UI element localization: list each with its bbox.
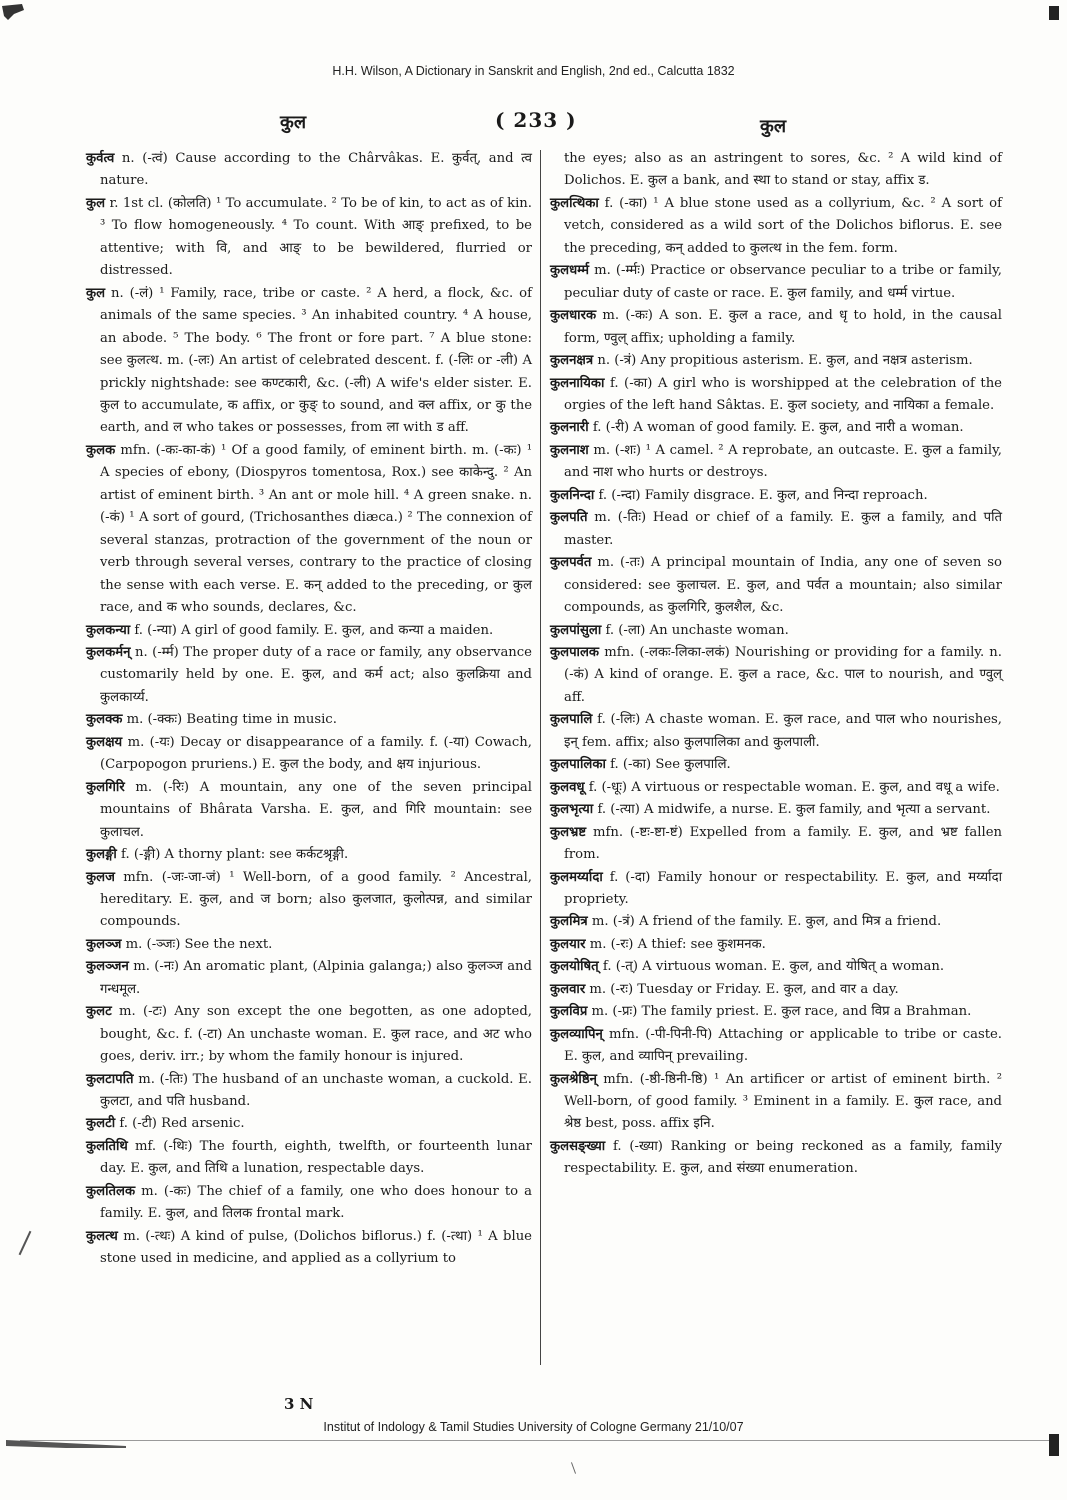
- entry-headword: कुलक्क: [86, 712, 123, 728]
- entry-definition: mf. (-थिः) The fourth, eighth, twelfth, or fourteenth lunar day. E. कुल, and तिथि a lunation, respectable days.: [100, 1138, 532, 1177]
- entry-headword: कुलधर्म्म: [550, 263, 590, 279]
- entry-definition: m. (-रिः) A mountain, any one of the seven principal mountains of Bhârata Varsha. E. कुल, and गिरि mountain: see कुलाचल.: [100, 779, 532, 840]
- footer-credit: Institut of Indology & Tamil Studies University of Cologne Germany 21/10/07: [323, 1420, 744, 1434]
- scan-artifact-mark: [2, 4, 24, 20]
- dictionary-entry: [550, 305, 1002, 350]
- dictionary-entry: [86, 956, 532, 1001]
- dictionary-entry: [550, 867, 1002, 912]
- margin-mark: [571, 1462, 576, 1474]
- dictionary-entry: [86, 283, 532, 440]
- entry-headword: कुलनाश: [550, 442, 589, 458]
- entry-headword: कुलञ्जन: [86, 959, 129, 975]
- dictionary-entry: [550, 440, 1002, 485]
- entry-headword: कुलवार: [550, 981, 586, 997]
- entry-headword: कुलगिरि: [86, 779, 125, 795]
- entry-headword: कुलव्यापिन्: [550, 1026, 603, 1042]
- scan-edge-line: [20, 1440, 1050, 1441]
- entry-headword: कुर्वत्व: [86, 151, 115, 166]
- entry-definition: f. (-न्या) A girl of good family. E. कुल, and कन्या a maiden.: [134, 622, 494, 638]
- dictionary-entry: [550, 934, 1002, 956]
- entry-definition: m. (-त्रं) A friend of the family. E. कुल, and मित्र a friend.: [591, 914, 942, 930]
- dictionary-entry: [550, 822, 1002, 867]
- entry-definition: m. (-टः) Any son except the one begotten, as one adopted, bought, &c. f. (-टा) An unchaste woman. E. कुल race, and अट who goes, deriv. irr.; by whom the family honour is injured.: [100, 1004, 532, 1065]
- left-column: [86, 148, 532, 1271]
- entry-headword: कुलपर्वत: [550, 555, 592, 571]
- entry-definition: m. (-कः) The chief of a family, one who does honour to a family. E. कुल, and तिलक frontal mark.: [100, 1183, 532, 1222]
- entry-headword: कुलट: [86, 1004, 112, 1020]
- dictionary-entry: [86, 709, 532, 731]
- dictionary-entry: [86, 620, 532, 642]
- dictionary-entry: [550, 1069, 1002, 1136]
- entry-definition: m. (-रः) Tuesday or Friday. E. कुल, and वार a day.: [589, 981, 899, 997]
- dictionary-entry: [86, 1181, 532, 1226]
- dictionary-entry: [86, 1226, 532, 1271]
- entry-definition: m. (-रः) A thief: see कुशमनक.: [589, 936, 766, 952]
- entry-headword: कुलपालि: [550, 712, 593, 728]
- entry-headword: कुलयार: [550, 936, 586, 952]
- entry-headword: कुलपालिका: [550, 757, 606, 773]
- entry-headword: कुलटापति: [86, 1071, 134, 1087]
- entry-definition: m. (-कः) A son. E. कुल a race, and धृ to hold, in the causal form, ण्वुल् affix; upholding a family.: [564, 308, 1002, 346]
- entry-definition: m. (-प्रः) The family priest. E. कुल race, and विप्र a Brahman.: [591, 1004, 972, 1020]
- dictionary-entry: [550, 979, 1002, 1001]
- entry-headword: कुलकर्मन्: [86, 644, 131, 660]
- entry-headword: कुलविप्र: [550, 1004, 588, 1020]
- dictionary-entry: [550, 552, 1002, 619]
- running-head-right: कुल: [760, 116, 787, 137]
- entry-definition: f. (-धूः) A virtuous or respectable woman. E. कुल, and वधू a wife.: [588, 779, 1000, 795]
- entry-definition: r. 1st cl. (कोलति) ¹ To accumulate. ² To be of kin, to act as of kin. ³ To flow homogeneously. ⁴ To count. With आङ् prefixed, to be attentive; with वि, and आङ् to be bewildered, flurried or distressed.: [100, 195, 532, 279]
- entry-definition: f. (-का) ¹ A blue stone used as a collyrium, &c. ² A sort of vetch, considered as a wild sort of the Dolichos biflorus. E. see the preceding, कन् added to कुलत्थ in the fem. form.: [564, 195, 1002, 256]
- dictionary-entry: [550, 754, 1002, 776]
- entry-headword: कुलकन्या: [86, 622, 131, 638]
- entry-headword: कुलतिथि: [86, 1138, 128, 1154]
- entry-headword: कुलपति: [550, 510, 588, 526]
- dictionary-entry: [550, 193, 1002, 260]
- entry-definition: mfn. (-ष्टः-ष्टा-ष्टं) Expelled from a family. E. कुल, and भ्रष्ट fallen from.: [564, 824, 1002, 863]
- dictionary-entry: [550, 1001, 1002, 1023]
- dictionary-entry: [550, 642, 1002, 709]
- entry-definition: f. (-ख्या) Ranking or being reckoned as a family, family respectability. E. कुल, and संख्या enumeration.: [564, 1138, 1002, 1177]
- entry-definition: f. (-त्या) A midwife, a nurse. E. कुल family, and भृत्या a servant.: [597, 802, 991, 818]
- signature-mark: 3 N: [284, 1395, 314, 1413]
- entry-definition: n. (-लं) ¹ Family, race, tribe or caste. ² A herd, a flock, &c. of animals of the same species. ³ An inhabited country. ⁴ A house, an abode. ⁵ The body. ⁶ The front or fore part. ⁷ A blue stone: see कुलत्थ. m. (-लः) An artist of celebrated descent. f. (-लिः or -ली) A prickly nightshade: see कण्टकारी, &c. (-ली) A wife's elder sister. E. कुल to accumulate, क affix, or कुङ् to sound, and क्ल affix, or कु the earth, and ल who takes or possesses, from ला with ड aff.: [100, 285, 532, 436]
- dictionary-entry: [86, 642, 532, 709]
- dictionary-entry: [550, 417, 1002, 439]
- dictionary-entry: [550, 350, 1002, 372]
- entry-definition: f. (-ङ्गी) A thorny plant: see कर्कटश्रृङ्गी.: [121, 847, 349, 863]
- entry-headword: कुलमर्य्यादा: [550, 869, 603, 885]
- dictionary-entry: [550, 709, 1002, 754]
- entry-definition: m. (-त्थः) A kind of pulse, (Dolichos biflorus.) f. (-त्था) ¹ A blue stone used in medicine, and applied as a collyrium to: [100, 1228, 532, 1267]
- entry-headword: कुलनिन्दा: [550, 487, 595, 503]
- dictionary-entry: [86, 1001, 532, 1068]
- dictionary-entry: [86, 440, 532, 620]
- entry-definition: m. (-शः) ¹ A camel. ² A reprobate, an outcaste. E. कुल a family, and नाश who hurts or destroys.: [564, 442, 1002, 481]
- entry-headword: कुलतिलक: [86, 1183, 136, 1199]
- entry-headword: कुलटी: [86, 1116, 116, 1132]
- entry-definition: f. (-टी) Red arsenic.: [119, 1116, 245, 1132]
- dictionary-entry: [550, 507, 1002, 552]
- entry-definition: f. (-लिः) A chaste woman. E. कुल race, and पाल who nourishes, इन् fem. affix; also कुलपालिका and कुलपाली.: [564, 712, 1003, 750]
- entry-definition: f. (-त्) A virtuous woman. E. कुल, and योषित् a woman.: [602, 959, 945, 975]
- page-number: ( 233 ): [495, 108, 577, 132]
- entry-definition: f. (-री) A woman of good family. E. कुल, and नारी a woman.: [592, 420, 964, 436]
- entry-headword: कुलभृत्या: [550, 802, 594, 818]
- dictionary-entry: [86, 1136, 532, 1181]
- scan-artifact-mark: [1049, 1434, 1059, 1456]
- entry-headword: कुलधारक: [550, 308, 597, 324]
- entry-headword: कुलभ्रष्ट: [550, 824, 587, 840]
- dictionary-entry: [86, 148, 532, 193]
- entry-headword: कुलश्रेष्ठिन्: [550, 1071, 597, 1087]
- entry-headword: कुलञ्ज: [86, 936, 122, 952]
- entry-definition: f. (-न्दा) Family disgrace. E. कुल, and निन्दा reproach.: [598, 487, 928, 503]
- dictionary-entry: [550, 799, 1002, 821]
- entry-definition: mfn. (-पी-पिनी-पि) Attaching or applicable to tribe or caste. E. कुल, and व्यापिन् prevailing.: [564, 1026, 1003, 1065]
- entry-definition: m. (-तः) A principal mountain of India, any one of seven so considered: see कुलाचल. E. कुल, and पर्वत a mountain; also similar compounds, as कुलगिरि, कुलशैल, &c.: [564, 555, 1002, 616]
- dictionary-entry: [86, 1113, 532, 1135]
- entry-headword: कुल: [86, 195, 106, 211]
- dictionary-entry: [550, 260, 1002, 305]
- entry-definition: m. (-यः) Decay or disappearance of a family. f. (-या) Cowach, (Carpopogon pruriens.) E. कुल the body, and क्षय injurious.: [100, 734, 532, 773]
- entry-headword: कुलत्थिका: [550, 195, 599, 211]
- entry-definition: mfn. (-ष्ठी-ष्ठिनी-ष्ठि) ¹ An artificer or artist of eminent birth. ² Well-born, of good family. ³ Eminent in a family. E. कुल race, and श्रेष्ठ best, poss. affix इनि.: [564, 1071, 1002, 1132]
- entry-definition: f. (-दा) Family honour or respectability. E. कुल, and मर्य्यादा propriety.: [564, 869, 1002, 907]
- running-head-left: कुल: [280, 112, 307, 133]
- dictionary-entry: [550, 148, 1002, 193]
- entry-headword: कुलपांसुला: [550, 622, 602, 638]
- entry-definition: n. (-त्वं) Cause according to the Chârvâkas. E. कुर्वत्, and त्व nature.: [100, 151, 532, 189]
- margin-mark: [19, 1231, 32, 1255]
- entry-headword: कुलपालक: [550, 644, 600, 660]
- entry-headword: कुल: [86, 285, 106, 301]
- entry-headword: कुलवधू: [550, 779, 585, 795]
- dictionary-entry: [86, 844, 532, 866]
- entry-definition: n. (-र्म्म) The proper duty of a race or family, any observance customarily held by one. E. कुल, and कर्म act; also कुलक्रिया and कुलकार्य्य.: [100, 644, 532, 705]
- entry-headword: कुलङ्गी: [86, 847, 117, 863]
- column-divider: [540, 150, 541, 1365]
- dictionary-entry: [550, 911, 1002, 933]
- entry-headword: कुलनारी: [550, 420, 589, 436]
- right-column: [550, 148, 1002, 1181]
- dictionary-entry: [86, 193, 532, 283]
- entry-definition: m. (-क्कः) Beating time in music.: [126, 712, 337, 728]
- entry-definition: f. (-ला) An unchaste woman.: [605, 622, 789, 638]
- entry-definition: f. (-का) A girl who is worshipped at the celebration of the orgies of the left hand Sâktas. E. कुल society, and नायिका a female.: [564, 375, 1002, 413]
- entry-headword: कुलनक्षत्र: [550, 353, 594, 369]
- dictionary-entry: [550, 620, 1002, 642]
- entry-headword: कुलमित्र: [550, 914, 588, 930]
- source-attribution: H.H. Wilson, A Dictionary in Sanskrit and English, 2nd ed., Calcutta 1832: [332, 64, 735, 78]
- scan-artifact-mark: [6, 1436, 126, 1450]
- entry-definition: the eyes; also as an astringent to sores, &c. ² A wild kind of Dolichos. E. कुल a bank, and स्था to stand or stay, affix ड.: [564, 151, 1002, 189]
- entry-definition: mfn. (-जः-जा-जं) ¹ Well-born, of a good family. ² Ancestral, hereditary. E. कुल, and ज born; also कुलजात, कुलोत्पन्न, and similar compounds.: [100, 869, 532, 930]
- dictionary-entry: [550, 777, 1002, 799]
- entry-headword: कुलज: [86, 869, 115, 885]
- entry-headword: कुलत्थ: [86, 1228, 118, 1244]
- entry-definition: n. (-त्रं) Any propitious asterism. E. कुल, and नक्षत्र asterism.: [597, 353, 973, 369]
- entry-headword: कुलक: [86, 442, 116, 458]
- dictionary-entry: [86, 867, 532, 934]
- entry-definition: m. (-ञ्जः) See the next.: [125, 936, 273, 952]
- entry-definition: m. (-तिः) Head or chief of a family. E. कुल a family, and पति master.: [564, 510, 1002, 548]
- entry-definition: f. (-का) See कुलपालि.: [610, 757, 731, 773]
- entry-definition: mfn. (-लकः-लिका-लकं) Nourishing or providing for a family. n. (-कं) A kind of orange. E. कुल a race, &c. पाल to nourish, and ण्वुल् aff.: [564, 644, 1002, 705]
- entry-headword: कुलयोषित्: [550, 959, 599, 975]
- dictionary-entry: [550, 1136, 1002, 1181]
- dictionary-entry: [550, 485, 1002, 507]
- dictionary-entry: [550, 956, 1002, 978]
- entry-headword: कुलक्षय: [86, 734, 123, 750]
- entry-definition: m. (-तिः) The husband of an unchaste woman, a cuckold. E. कुलटा, and पति husband.: [100, 1071, 532, 1110]
- entry-definition: m. (-र्म्मः) Practice or observance peculiar to a tribe or family, peculiar duty of caste or race. E. कुल family, and धर्म्म virtue.: [564, 263, 1002, 301]
- dictionary-entry: [86, 1069, 532, 1114]
- dictionary-entry: [86, 732, 532, 777]
- entry-headword: कुलसङ्ख्या: [550, 1138, 606, 1154]
- entry-definition: mfn. (-कः-का-कं) ¹ Of a good family, of eminent birth. m. (-कः) ¹ A species of ebony, (Diospyros tomentosa, Rox.) see काकेन्दु. ² An artist of eminent birth. ³ An ant or mole hill. ⁴ A green snake. n. (-कं) ¹ A sort of gourd, (Trichosanthes diæca.) ² The connexion of several stanzas, protraction of the government of the noun or verb through several verses, contrary to the practice of closing the sense with each verse. E. कन् added to the preceding, or कुल race, and क who sounds, declares, &c.: [100, 442, 532, 616]
- dictionary-entry: [86, 934, 532, 956]
- dictionary-entry: [550, 373, 1002, 418]
- entry-headword: कुलनायिका: [550, 375, 605, 391]
- dictionary-entry: [550, 1024, 1002, 1069]
- entry-definition: m. (-नः) An aromatic plant, (Alpinia galanga;) also कुलञ्ज and गन्धमूल.: [100, 959, 532, 997]
- dictionary-entry: [86, 777, 532, 844]
- scan-artifact-mark: [1049, 6, 1059, 20]
